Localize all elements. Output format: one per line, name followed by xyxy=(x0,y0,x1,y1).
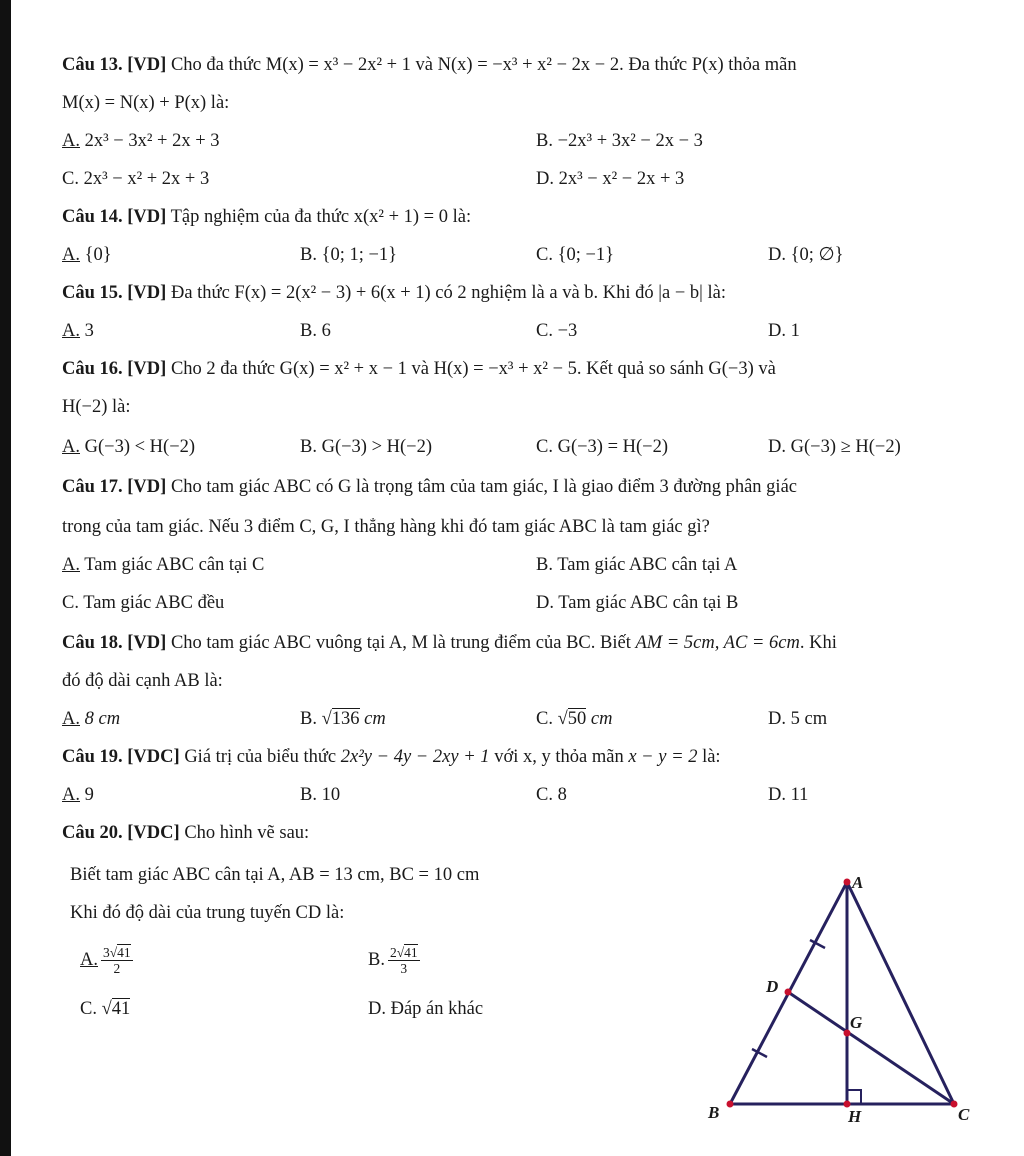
q13-label: Câu 13. [VD] xyxy=(62,55,167,75)
q18-text: Cho tam giác ABC vuông tại A, M là trung điểm của BC. Biết xyxy=(166,633,636,653)
q19-option-b: B. 10 xyxy=(300,785,341,805)
q15-label: Câu 15. [VD] xyxy=(62,283,167,303)
q20-option-a-numerator xyxy=(101,945,133,961)
q18-option-d: D. 5 cm xyxy=(768,709,828,729)
sqrt-sign: √ xyxy=(101,999,112,1019)
q13-option-d: D. 2x³ − x² − 2x + 3 xyxy=(536,169,685,189)
sqrt-sign: √ xyxy=(109,945,118,961)
q13-option-a-text: 2x³ − 3x² + 2x + 3 xyxy=(80,131,220,151)
triangle-lines xyxy=(730,882,954,1104)
q20-option-d: D. Đáp án khác xyxy=(368,999,484,1019)
label-d: D xyxy=(766,977,779,996)
q20-option-b-denominator: 3 xyxy=(400,961,408,977)
q18-option-c xyxy=(536,706,612,732)
q18-label: Câu 18. [VD] xyxy=(62,633,167,653)
q16-option-a xyxy=(62,434,195,460)
q15-option-a-text: 3 xyxy=(80,321,94,341)
q16-stem-line2: H(−2) là: xyxy=(62,397,131,417)
q16-option-d: D. G(−3) ≥ H(−2) xyxy=(768,437,901,457)
q13-option-c: C. 2x³ − x² + 2x + 3 xyxy=(62,169,210,189)
q16-label: Câu 16. [VD] xyxy=(62,359,167,379)
q20-option-a-radicand: 41 xyxy=(117,945,131,961)
median-cd xyxy=(788,992,954,1104)
q20-option-c-key: C. xyxy=(80,999,102,1019)
vertex-points xyxy=(727,879,958,1108)
q13-stem-line2: M(x) = N(x) + P(x) là: xyxy=(62,93,230,113)
sqrt-sign: √ xyxy=(321,709,332,729)
q20-text: Cho hình vẽ sau: xyxy=(179,823,310,843)
label-g: G xyxy=(850,1013,863,1032)
q17-label: Câu 17. [VD] xyxy=(62,477,167,497)
q19-option-d: D. 11 xyxy=(768,785,809,805)
q13-stem xyxy=(62,52,797,78)
q17-option-b: B. Tam giác ABC cân tại A xyxy=(536,555,738,575)
q20-option-b-numerator xyxy=(388,945,420,961)
q19-expression: 2x²y − 4y − 2xy + 1 xyxy=(340,747,490,767)
q15-option-a xyxy=(62,318,94,344)
point-b xyxy=(727,1101,734,1108)
q18-text-end: . Khi xyxy=(799,633,837,653)
q14-stem xyxy=(62,204,471,230)
q15-text: Đa thức F(x) = 2(x² − 3) + 6(x + 1) có 2 nghiệm là a và b. Khi đó |a − b| là: xyxy=(166,283,726,303)
q17-option-c: C. Tam giác ABC đều xyxy=(62,593,225,613)
left-black-border xyxy=(0,0,11,1156)
q18-option-b-key: B. xyxy=(300,709,322,729)
q19-option-a xyxy=(62,782,94,808)
q14-option-d: D. {0; ∅} xyxy=(768,245,844,265)
q14-option-a-text: {0} xyxy=(80,245,112,265)
q14-label: Câu 14. [VD] xyxy=(62,207,167,227)
q20-option-c-radicand: 41 xyxy=(111,999,131,1019)
q18-stem xyxy=(62,630,837,656)
q14-text: Tập nghiệm của đa thức x(x² + 1) = 0 là: xyxy=(166,207,472,227)
q19-text: Giá trị của biểu thức xyxy=(179,747,341,767)
q19-label: Câu 19. [VDC] xyxy=(62,747,180,767)
q20-stem xyxy=(62,820,309,846)
q19-option-a-key: A. xyxy=(62,785,80,805)
q15-stem xyxy=(62,280,726,306)
label-c: C xyxy=(958,1105,970,1124)
q17-option-a xyxy=(62,552,264,578)
sqrt-sign: √ xyxy=(396,945,405,961)
q14-option-a-key: A. xyxy=(62,245,80,265)
q17-stem-line2: trong của tam giác. Nếu 3 điểm C, G, I thẳng hàng khi đó tam giác ABC là tam giác gì? xyxy=(62,517,710,537)
q13-option-a-key: A. xyxy=(62,131,80,151)
q20-option-b-radicand: 41 xyxy=(404,945,418,961)
q13-option-b: B. −2x³ + 3x² − 2x − 3 xyxy=(536,131,703,151)
q20-option-b-key: B. xyxy=(368,950,385,970)
q17-stem xyxy=(62,474,797,500)
q14-option-b: B. {0; 1; −1} xyxy=(300,245,398,265)
label-a: A xyxy=(852,873,864,892)
q16-option-b: B. G(−3) > H(−2) xyxy=(300,437,433,457)
q18-option-c-radicand: 50 xyxy=(567,709,587,729)
q20-option-b-coef: 2 xyxy=(389,945,397,961)
q14-option-a xyxy=(62,242,112,268)
q18-option-a-text: 8 cm xyxy=(80,709,121,729)
q14-option-c: C. {0; −1} xyxy=(536,245,615,265)
point-c xyxy=(951,1101,958,1108)
q17-option-d: D. Tam giác ABC cân tại B xyxy=(536,593,739,613)
q17-option-a-text: Tam giác ABC cân tại C xyxy=(80,555,265,575)
q19-option-a-text: 9 xyxy=(80,785,94,805)
label-b: B xyxy=(708,1103,720,1122)
q19-text-end: là: xyxy=(697,747,721,767)
q18-option-c-key: C. xyxy=(536,709,558,729)
q19-stem xyxy=(62,744,721,770)
q18-option-b-unit: cm xyxy=(359,709,386,729)
q16-option-a-key: A. xyxy=(62,437,80,457)
q20-option-a-coef: 3 xyxy=(103,945,110,961)
q18-given: AM = 5cm, AC = 6cm xyxy=(635,633,800,653)
q17-text: Cho tam giác ABC có G là trọng tâm của tam giác, I là giao điểm 3 đường phân giác xyxy=(166,477,797,497)
q15-option-a-key: A. xyxy=(62,321,80,341)
q20-option-c xyxy=(80,996,130,1022)
q20-option-a-denominator: 2 xyxy=(113,961,121,977)
q16-stem xyxy=(62,356,776,382)
q15-option-b: B. 6 xyxy=(300,321,331,341)
q18-option-c-unit: cm xyxy=(586,709,613,729)
q20-option-a-key: A. xyxy=(80,950,98,970)
q19-option-c: C. 8 xyxy=(536,785,567,805)
q17-option-a-key: A. xyxy=(62,555,80,575)
q18-option-b xyxy=(300,706,386,732)
q16-option-c: C. G(−3) = H(−2) xyxy=(536,437,669,457)
q20-option-a xyxy=(80,938,133,982)
point-d xyxy=(785,989,792,996)
q20-label: Câu 20. [VDC] xyxy=(62,823,180,843)
sqrt-sign: √ xyxy=(557,709,568,729)
q18-option-a xyxy=(62,706,120,732)
q13-option-a xyxy=(62,128,220,154)
q20-option-a-fraction xyxy=(101,945,133,976)
q13-text: Cho đa thức M(x) = x³ − 2x² + 1 và N(x) = −x³ + x² − 2x − 2. Đa thức P(x) thỏa mãn xyxy=(166,55,797,75)
q20-option-b-fraction xyxy=(388,945,420,976)
point-a xyxy=(844,879,851,886)
q20-ask: Khi đó độ dài của trung tuyến CD là: xyxy=(70,903,345,923)
side-ac xyxy=(847,882,954,1104)
q18-option-b-radicand: 136 xyxy=(331,709,360,729)
q16-text: Cho 2 đa thức G(x) = x² + x − 1 và H(x) = −x³ + x² − 5. Kết quả so sánh G(−3) và xyxy=(166,359,776,379)
q15-option-d: D. 1 xyxy=(768,321,800,341)
triangle-figure xyxy=(700,860,990,1130)
q16-option-a-text: G(−3) < H(−2) xyxy=(80,437,196,457)
q15-option-c: C. −3 xyxy=(536,321,578,341)
q20-given: Biết tam giác ABC cân tại A, AB = 13 cm, BC = 10 cm xyxy=(70,865,480,885)
q18-stem-line2: đó độ dài cạnh AB là: xyxy=(62,671,223,691)
q19-text-mid: với x, y thỏa mãn xyxy=(489,747,629,767)
label-h: H xyxy=(848,1107,862,1126)
q20-option-b xyxy=(368,938,420,982)
q18-option-a-key: A. xyxy=(62,709,80,729)
q19-condition: x − y = 2 xyxy=(628,747,698,767)
